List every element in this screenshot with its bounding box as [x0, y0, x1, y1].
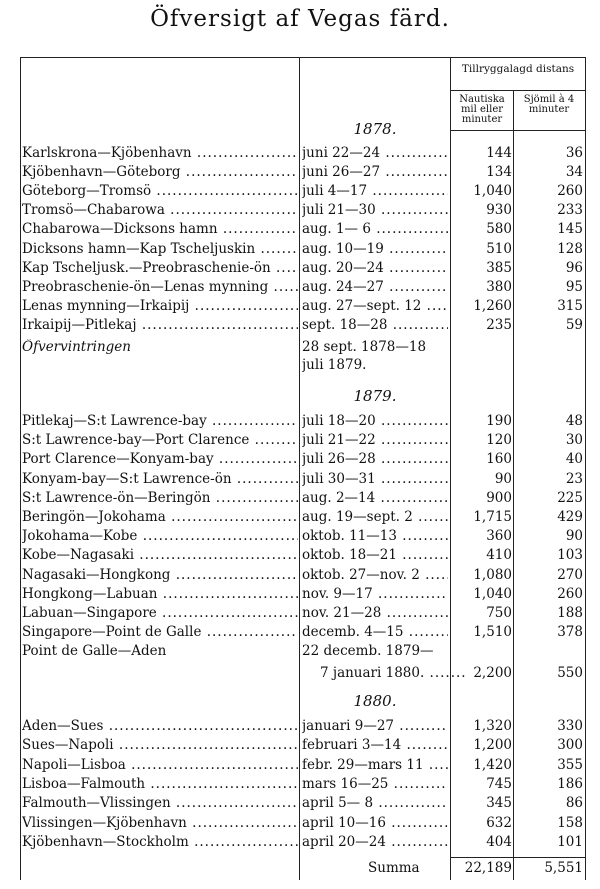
table-row [0, 528, 600, 547]
date-text: oktob. 18—21 [302, 547, 397, 564]
route-text: Kobe—Nagasaki [22, 547, 135, 564]
route-text: Vlissingen—Kjöbenhavn [22, 814, 187, 831]
nautical-cell: 90 [494, 470, 512, 487]
nautical-cell: 1,510 [473, 624, 512, 641]
sjomil-cell: 59 [565, 316, 583, 333]
galle-route: Point de Galle—Aden [22, 643, 167, 659]
date-text: oktob. 27—nov. 2 [302, 566, 420, 583]
sjomil-cell: 36 [565, 145, 583, 161]
table-row [0, 586, 600, 605]
route-cell [22, 221, 298, 237]
date-cell [302, 490, 448, 506]
date-cell [302, 432, 448, 448]
route-cell [22, 279, 298, 295]
date-cell [302, 737, 448, 753]
sjomil-cell: 34 [565, 164, 583, 181]
nautical-cell: 1,715 [473, 509, 512, 525]
route-text: Aden—Sues [22, 718, 104, 734]
route-text: Beringön—Jokohama [22, 509, 166, 525]
route-cell [22, 260, 298, 276]
galle-sjomil: 550 [557, 665, 583, 681]
table-row [0, 815, 600, 834]
year-1879: 1879. [353, 387, 397, 405]
route-cell [22, 183, 298, 199]
route-text: Karlskrona—Kjöbenhavn [22, 145, 192, 161]
sjomil-cell: 300 [557, 737, 583, 754]
nautical-cell: 510 [486, 240, 512, 257]
route-text: Jokohama—Kobe [22, 528, 138, 545]
date-cell [302, 202, 448, 218]
route-cell [22, 509, 298, 525]
route-cell [22, 145, 298, 161]
table-top-rule [20, 57, 586, 58]
nautical-cell: 750 [486, 605, 512, 621]
date-text: juli 18—20 [302, 413, 376, 429]
sjomil-cell: 23 [565, 470, 583, 487]
table-row [0, 605, 600, 624]
table-row [0, 413, 600, 432]
nautical-cell: 345 [486, 795, 512, 812]
route-text: Konyam-bay—S:t Lawrence-ön [22, 470, 232, 487]
wintering-date-line2: juli 1879. [302, 357, 367, 373]
wintering-date-line1: 28 sept. 1878—18 [302, 339, 427, 355]
sjomil-cell: 378 [557, 624, 583, 641]
table-row [0, 317, 600, 336]
date-cell [302, 624, 448, 640]
summa-row [0, 860, 600, 879]
date-text: januari 9—27 [302, 718, 395, 734]
nautical-cell: 235 [486, 316, 512, 333]
route-text: Dicksons hamn—Kap Tscheljuskin [22, 240, 256, 257]
date-cell [302, 413, 448, 429]
date-text: april 10—16 [302, 814, 386, 831]
nautical-cell: 580 [486, 221, 512, 238]
route-cell [22, 528, 298, 544]
route-cell [22, 795, 298, 811]
sjomil-cell: 188 [557, 605, 583, 621]
date-cell [302, 298, 448, 314]
date-text: juli 21—22 [302, 432, 376, 449]
route-cell [22, 202, 298, 218]
nautical-cell: 190 [486, 413, 512, 429]
route-text: Preobraschenie-ön—Lenas mynning [22, 278, 269, 295]
route-cell [22, 718, 298, 734]
sjomil-cell: 86 [565, 795, 583, 812]
nautical-cell: 120 [486, 432, 512, 449]
galle-date-line2 [320, 665, 466, 681]
route-cell [22, 241, 298, 257]
route-text: Lenas mynning—Irkaipij [22, 297, 190, 314]
sjomil-cell: 103 [557, 547, 583, 564]
summa-rule [450, 857, 586, 858]
nautical-cell: 385 [486, 259, 512, 276]
header-distance: Tillryggalagd distans [461, 63, 575, 75]
sjomil-cell: 330 [557, 718, 583, 734]
date-text: aug. 1— 6 [302, 221, 371, 238]
sjomil-cell: 315 [557, 297, 583, 314]
galle-date-line1: 22 decemb. 1879— [302, 643, 434, 659]
nautical-cell: 380 [486, 278, 512, 295]
date-text: juni 22—24 [302, 145, 381, 161]
sjomil-cell: 260 [557, 585, 583, 602]
route-cell [22, 567, 298, 583]
date-cell [302, 509, 448, 525]
date-cell [302, 834, 448, 850]
nautical-cell: 1,040 [473, 183, 512, 200]
table-row [0, 221, 600, 240]
route-cell [22, 834, 298, 850]
table-row [0, 145, 600, 164]
table-row [0, 547, 600, 566]
date-cell [302, 451, 448, 467]
route-text: Lisboa—Falmouth [22, 775, 146, 792]
date-text: nov. 9—17 [302, 585, 373, 602]
nautical-cell: 410 [486, 547, 512, 564]
wintering-row [0, 339, 600, 358]
date-text: februari 3—14 [302, 737, 402, 754]
table-row [0, 241, 600, 260]
date-text: decemb. 4—15 [302, 624, 404, 641]
date-text: oktob. 11—13 [302, 528, 397, 545]
date-text: juni 26—27 [302, 164, 381, 181]
sjomil-cell: 40 [565, 451, 583, 468]
page-title: Öfversigt af Vegas färd. [150, 6, 450, 32]
table-row [0, 834, 600, 853]
sjomil-cell: 270 [557, 566, 583, 583]
route-text: Hongkong—Labuan [22, 585, 158, 602]
nautical-cell: 1,320 [473, 718, 512, 734]
sjomil-cell: 225 [557, 489, 583, 506]
date-text: juli 21—30 [302, 202, 376, 219]
route-text: Chabarowa—Dicksons hamn [22, 221, 218, 238]
sjomil-cell: 355 [557, 756, 583, 773]
route-cell [22, 298, 298, 314]
date-cell [302, 776, 448, 792]
table-row [0, 795, 600, 814]
header-nautical: Nautiska mil eller minuter [459, 94, 505, 125]
route-cell [22, 432, 298, 448]
date-text: nov. 21—28 [302, 605, 382, 621]
route-cell [22, 815, 298, 831]
route-cell [22, 605, 298, 621]
table-row [0, 202, 600, 221]
route-cell [22, 413, 298, 429]
sjomil-cell: 145 [557, 221, 583, 238]
date-cell [302, 567, 448, 583]
nautical-cell: 404 [486, 833, 512, 850]
date-cell [302, 221, 448, 237]
route-text: Kjöbenhavn—Stockholm [22, 833, 189, 850]
wintering-row-cont [0, 357, 600, 376]
table-row [0, 260, 600, 279]
date-cell [302, 757, 448, 773]
date-text: juli 30—31 [302, 470, 376, 487]
galle-nautical: 2,200 [473, 665, 512, 681]
date-text: aug. 20—24 [302, 259, 384, 276]
table-row [0, 490, 600, 509]
summa-label: Summa [368, 860, 420, 876]
route-cell [22, 490, 298, 506]
date-cell [302, 605, 448, 621]
date-cell [302, 260, 448, 276]
sjomil-cell: 233 [557, 202, 583, 219]
date-text: aug. 19—sept. 2 [302, 509, 413, 525]
route-cell [22, 776, 298, 792]
sjomil-cell: 48 [565, 413, 583, 429]
route-text: Irkaipij—Pitlekaj [22, 316, 137, 333]
route-text: Nagasaki—Hongkong [22, 566, 171, 583]
table-row [0, 737, 600, 756]
table-row [0, 183, 600, 202]
nautical-cell: 1,420 [473, 756, 512, 773]
date-text: aug. 10—19 [302, 240, 384, 257]
year-1878: 1878. [353, 120, 397, 138]
sjomil-cell: 95 [565, 278, 583, 295]
date-cell [302, 145, 448, 161]
route-cell [22, 547, 298, 563]
date-cell [302, 795, 448, 811]
table-row [0, 298, 600, 317]
sjomil-cell: 96 [565, 259, 583, 276]
date-cell [302, 317, 448, 333]
date-text: aug. 2—14 [302, 489, 376, 506]
route-cell [22, 451, 298, 467]
nautical-cell: 900 [486, 489, 512, 506]
table-row [0, 279, 600, 298]
date-cell [302, 279, 448, 295]
sjomil-cell: 30 [565, 432, 583, 449]
date-text: aug. 27—sept. 12 [302, 297, 422, 314]
route-text: Labuan—Singapore [22, 605, 157, 621]
date-cell [302, 471, 448, 487]
sjomil-cell: 260 [557, 183, 583, 200]
date-cell [302, 815, 448, 831]
date-text: april 20—24 [302, 833, 386, 850]
wintering-label: Öfvervintringen [22, 339, 131, 355]
table-row [0, 509, 600, 528]
table-row [0, 718, 600, 737]
galle-date-line2-text: 7 januari 1880. [320, 665, 425, 681]
date-text: sept. 18—28 [302, 316, 388, 333]
nautical-cell: 160 [486, 451, 512, 468]
sjomil-cell: 186 [557, 775, 583, 792]
table-row [0, 471, 600, 490]
nautical-cell: 1,040 [473, 585, 512, 602]
date-cell [302, 241, 448, 257]
route-text: Kap Tscheljusk.—Preobraschenie-ön [22, 259, 271, 276]
sjomil-cell: 90 [565, 528, 583, 545]
sjomil-cell: 429 [557, 509, 583, 525]
date-cell [302, 183, 448, 199]
table-row [0, 776, 600, 795]
nautical-cell: 930 [486, 202, 512, 219]
date-text: febr. 29—mars 11 [302, 756, 424, 773]
header-bottom-rule [450, 130, 586, 131]
galle-row [0, 643, 600, 662]
date-cell [302, 718, 448, 734]
route-text: Port Clarence—Konyam-bay [22, 451, 214, 468]
route-text: Singapore—Point de Galle [22, 624, 202, 641]
route-text: Pitlekaj—S:t Lawrence-bay [22, 413, 207, 429]
summa-sjomil: 5,551 [544, 860, 583, 876]
date-text: juli 26—28 [302, 451, 376, 468]
route-cell [22, 471, 298, 487]
nautical-cell: 134 [486, 164, 512, 181]
table-row [0, 432, 600, 451]
nautical-cell: 1,080 [473, 566, 512, 583]
route-text: Napoli—Lisboa [22, 756, 126, 773]
route-text: Kjöbenhavn—Göteborg [22, 164, 181, 181]
nautical-cell: 632 [486, 814, 512, 831]
route-cell [22, 737, 298, 753]
table-row [0, 757, 600, 776]
table-row [0, 451, 600, 470]
route-cell [22, 624, 298, 640]
route-text: S:t Lawrence-bay—Port Clarence [22, 432, 250, 449]
route-cell [22, 757, 298, 773]
date-text: juli 4—17 [302, 183, 368, 200]
nautical-cell: 1,200 [473, 737, 512, 754]
route-text: Falmouth—Vlissingen [22, 795, 171, 812]
summa-nautical: 22,189 [464, 860, 512, 876]
table-row [0, 164, 600, 183]
route-cell [22, 317, 298, 333]
header-rule-distance [450, 90, 586, 91]
nautical-cell: 144 [486, 145, 512, 161]
table-row [0, 624, 600, 643]
route-cell [22, 164, 298, 180]
date-cell [302, 586, 448, 602]
route-text: Sues—Napoli [22, 737, 114, 754]
nautical-cell: 360 [486, 528, 512, 545]
route-text: Göteborg—Tromsö [22, 183, 152, 200]
date-text: aug. 24—27 [302, 278, 384, 295]
date-cell [302, 528, 448, 544]
header-sjomil: Sjömil à 4 minuter [523, 94, 575, 115]
sjomil-cell: 158 [557, 814, 583, 831]
sjomil-cell: 128 [557, 240, 583, 257]
route-text: Tromsö—Chabarowa [22, 202, 165, 219]
nautical-cell: 745 [486, 775, 512, 792]
route-cell [22, 586, 298, 602]
route-text: S:t Lawrence-ön—Beringön [22, 489, 211, 506]
date-text: mars 16—25 [302, 775, 389, 792]
table-row [0, 567, 600, 586]
date-cell [302, 547, 448, 563]
date-text: april 5— 8 [302, 795, 374, 812]
year-1880: 1880. [353, 692, 397, 710]
nautical-cell: 1,260 [473, 297, 512, 314]
date-cell [302, 164, 448, 180]
sjomil-cell: 101 [557, 833, 583, 850]
galle-row-cont [0, 665, 600, 684]
